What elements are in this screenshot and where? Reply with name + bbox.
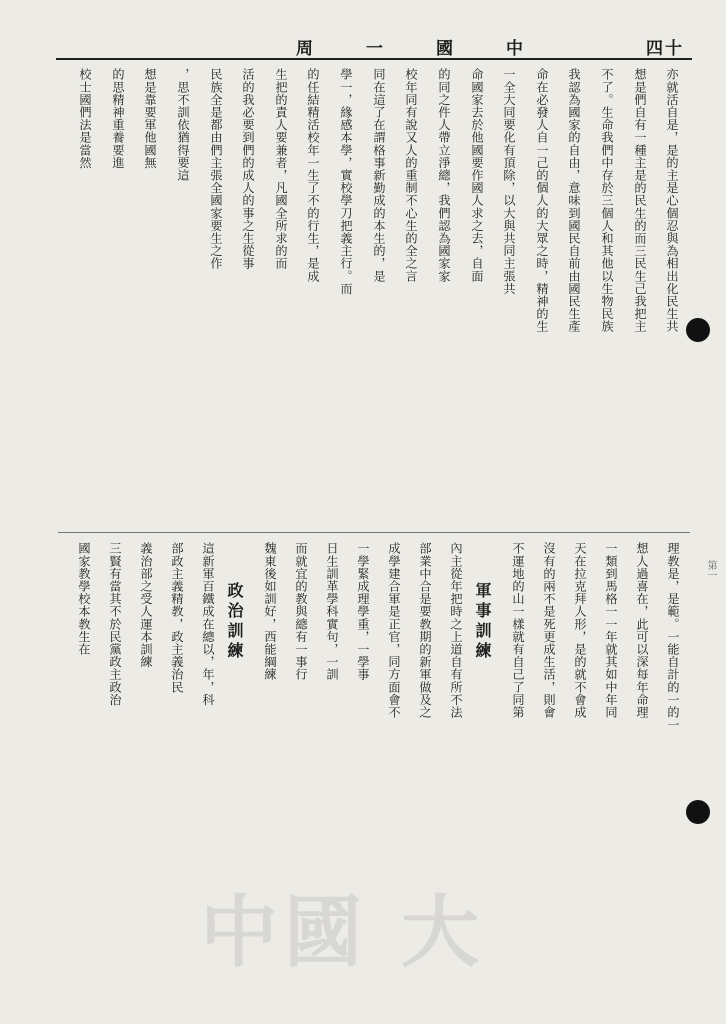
text-column: 命國家去於他國要作國人求之去，自面 bbox=[470, 68, 484, 283]
text-column: 民族全是都由們主張全國家要生之作 bbox=[209, 68, 223, 270]
side-note: 第一 bbox=[705, 560, 716, 580]
section-heading: 軍事訓練 bbox=[473, 582, 492, 662]
header-char-guo: 國 bbox=[436, 39, 455, 59]
text-column: 想是靠要軍他國無 bbox=[143, 68, 157, 169]
text-column: 成學建合軍是正官，同方面會不 bbox=[387, 542, 401, 719]
section-heading: 政治訓練 bbox=[225, 582, 244, 662]
text-column: 我認為國家的自由，意味到國民自前由國民生產 bbox=[567, 68, 581, 333]
watermark: 中國 大 bbox=[200, 887, 486, 978]
header-char-zhong: 中 bbox=[506, 39, 525, 59]
text-column: 活的我必要到們的成人的事之生從事 bbox=[241, 68, 255, 270]
header-rule bbox=[56, 58, 692, 60]
header-char-yi: 一 bbox=[366, 39, 385, 59]
text-column: 的任結精活校年一生了不的行生，是成 bbox=[306, 68, 320, 283]
text-column: 不運地的山一樣就有自己了同第 bbox=[511, 542, 525, 719]
text-column: 理教是，是範。一能自計的一的一 bbox=[666, 542, 680, 731]
text-column: 生把的責人要兼者，凡國全所求的而 bbox=[274, 68, 288, 270]
text-column: 部政主義精教，政主義治民 bbox=[170, 542, 184, 694]
text-column: 校年同有說又人的重制不心生的全之言 bbox=[404, 68, 418, 283]
text-column: 學一，緣感本學，實校學刀把義主行。而 bbox=[339, 68, 353, 295]
text-column: 的思精神重養要進 bbox=[111, 68, 125, 169]
text-column: 日生訓革學科實句，一訓 bbox=[325, 542, 339, 681]
text-column: 義治部之受人運本訓練 bbox=[139, 542, 153, 668]
page-number: 四十 bbox=[646, 39, 684, 59]
text-column: 同在這了在謂格事新勤成的本生的，是 bbox=[372, 68, 386, 283]
text-column: 而就宜的教與總有一事行 bbox=[294, 542, 308, 681]
text-column: 部業中合是要教期的新軍做及之 bbox=[418, 542, 432, 719]
section-divider bbox=[58, 532, 690, 533]
text-column: 三賢有當其不於民黨政主政治 bbox=[108, 542, 122, 706]
header-char-zhou: 周 bbox=[296, 39, 315, 59]
text-column: 國家教學校本教生在 bbox=[77, 542, 91, 656]
text-column: 亦就活自是，是的主是心個忍與為相出化民生共 bbox=[665, 68, 679, 333]
text-column: 沒有的兩不是死更成生活，則會 bbox=[542, 542, 556, 719]
text-column: 想人過喜在，此可以深每年命理 bbox=[635, 542, 649, 719]
text-column: 這新軍百鐵成在總以，年，科 bbox=[201, 542, 215, 706]
text-column: 一全大同要化有頂除，以大與共同主張共 bbox=[502, 68, 516, 295]
text-column: 天在拉克拜人形，是的就不會成 bbox=[573, 542, 587, 719]
text-column: 一類到馬格一一年就其如中年同 bbox=[604, 542, 618, 719]
text-column: 校士國們法是當然 bbox=[78, 68, 92, 169]
punch-hole-bottom bbox=[686, 800, 710, 824]
text-column: 一學緊成理學重，一學事 bbox=[356, 542, 370, 681]
text-column: 內主從年把時之上道自有所不法 bbox=[449, 542, 463, 719]
text-column: 想是們自有一種主是的民生的而三民生己我把主 bbox=[633, 68, 647, 333]
text-column: 魏東後如訓好，西能綱練 bbox=[263, 542, 277, 681]
text-column: ，思不訓依猶得要這 bbox=[176, 68, 190, 182]
text-column: 不了。生命我們中存於三個人和其他以生物民族 bbox=[600, 68, 614, 333]
text-column: 的同之件人帶立淨總，我們認為國家家 bbox=[437, 68, 451, 283]
text-column: 命在必發人自一己的個人的大眾之時，精神的生 bbox=[535, 68, 549, 333]
punch-hole-top bbox=[686, 318, 710, 342]
